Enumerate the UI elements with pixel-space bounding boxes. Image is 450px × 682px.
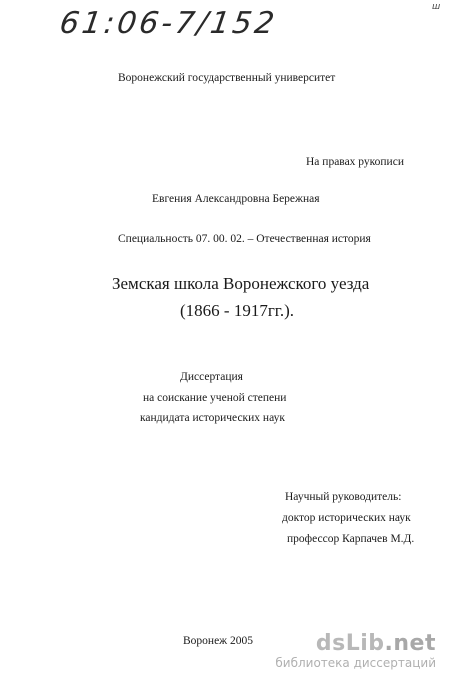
- thesis-years: (1866 - 1917гг.).: [180, 301, 295, 320]
- rights-note: На правах рукописи: [306, 156, 404, 168]
- author-name: Евгения Александровна Бережная: [152, 193, 320, 205]
- specialty-line: Специальность 07. 00. 02. – Отечественная история: [118, 233, 371, 245]
- city-year: Воронеж 2005: [183, 635, 253, 647]
- degree-purpose: на соискание ученой степени: [143, 392, 287, 404]
- watermark-logo: [275, 632, 436, 656]
- handwritten-archive-code: 61:06-7/152: [57, 6, 280, 41]
- thesis-title: Земская школа Воронежского уезда: [112, 274, 370, 293]
- supervisor-name: профессор Карпачев М.Д.: [287, 533, 415, 545]
- degree-name: кандидата исторических наук: [140, 412, 285, 424]
- university-name: Воронежский государственный университет: [118, 72, 336, 84]
- handwritten-corner-mark: ш: [432, 2, 441, 12]
- watermark-logo-main: dsLib: [315, 631, 385, 656]
- dslib-watermark: [275, 632, 436, 670]
- dissertation-label: Диссертация: [180, 371, 243, 383]
- supervisor-label: Научный руководитель:: [285, 491, 402, 503]
- watermark-logo-tld: .net: [384, 631, 436, 656]
- supervisor-degree: доктор исторических наук: [282, 512, 411, 524]
- watermark-subtitle: библиотека диссертаций: [275, 656, 436, 670]
